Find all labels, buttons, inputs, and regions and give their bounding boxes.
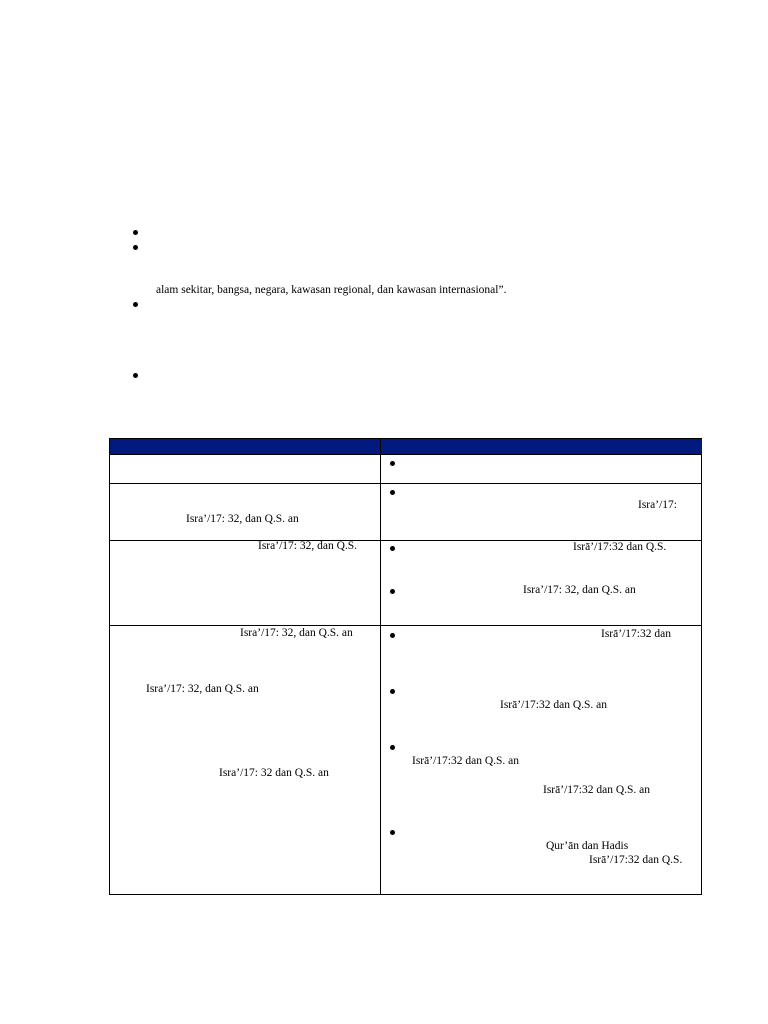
bullet-marker <box>133 373 138 378</box>
row-divider <box>110 454 701 455</box>
table-cell-text: Isrā’/17:32 dan Q.S. an <box>500 699 607 711</box>
bullet-marker <box>133 245 138 250</box>
table-cell-text: Isrā’/17:32 dan Q.S. an <box>543 784 650 796</box>
bullet-marker <box>133 302 138 307</box>
table-cell-text: Isrā’/17:32 dan Q.S. an <box>412 755 519 767</box>
bullet-continuation-text: alam sekitar, bangsa, negara, kawasan regional, dan kawasan internasional”. <box>156 284 507 296</box>
bullet-marker <box>390 490 395 495</box>
row-divider <box>110 483 701 484</box>
content-table <box>109 438 702 895</box>
table-cell-text: Isra’/17: 32, dan Q.S. an <box>186 513 299 525</box>
table-cell-text: Isra’/17: 32, dan Q.S. <box>258 540 358 552</box>
bullet-marker <box>390 633 395 638</box>
table-cell-text: Isra’/17: 32, dan Q.S. an <box>523 584 636 596</box>
table-cell-text: Isra’/17: 32, dan Q.S. an <box>146 683 259 695</box>
row-divider <box>110 625 701 626</box>
bullet-marker <box>133 230 138 235</box>
table-header-row <box>110 439 701 454</box>
bullet-marker <box>390 745 395 750</box>
column-divider <box>380 439 381 894</box>
bullet-marker <box>390 546 395 551</box>
table-cell-text: Isra’/17: <box>638 499 677 511</box>
table-cell-text: Isra’/17: 32, dan Q.S. an <box>240 627 353 639</box>
table-cell-text: Isrā’/17:32 dan Q.S. <box>589 854 683 866</box>
table-header-cell <box>381 439 702 454</box>
bullet-marker <box>390 461 395 466</box>
table-cell-text: Isrā’/17:32 dan <box>601 628 671 640</box>
bullet-marker <box>390 589 395 594</box>
table-header-cell <box>110 439 380 454</box>
bullet-marker <box>390 689 395 694</box>
table-cell-text: Isrā’/17:32 dan Q.S. <box>573 541 667 553</box>
bullet-marker <box>390 830 395 835</box>
table-cell-text: Qur’ān dan Hadis <box>546 840 629 852</box>
table-cell-text: Isra’/17: 32 dan Q.S. an <box>219 767 329 779</box>
